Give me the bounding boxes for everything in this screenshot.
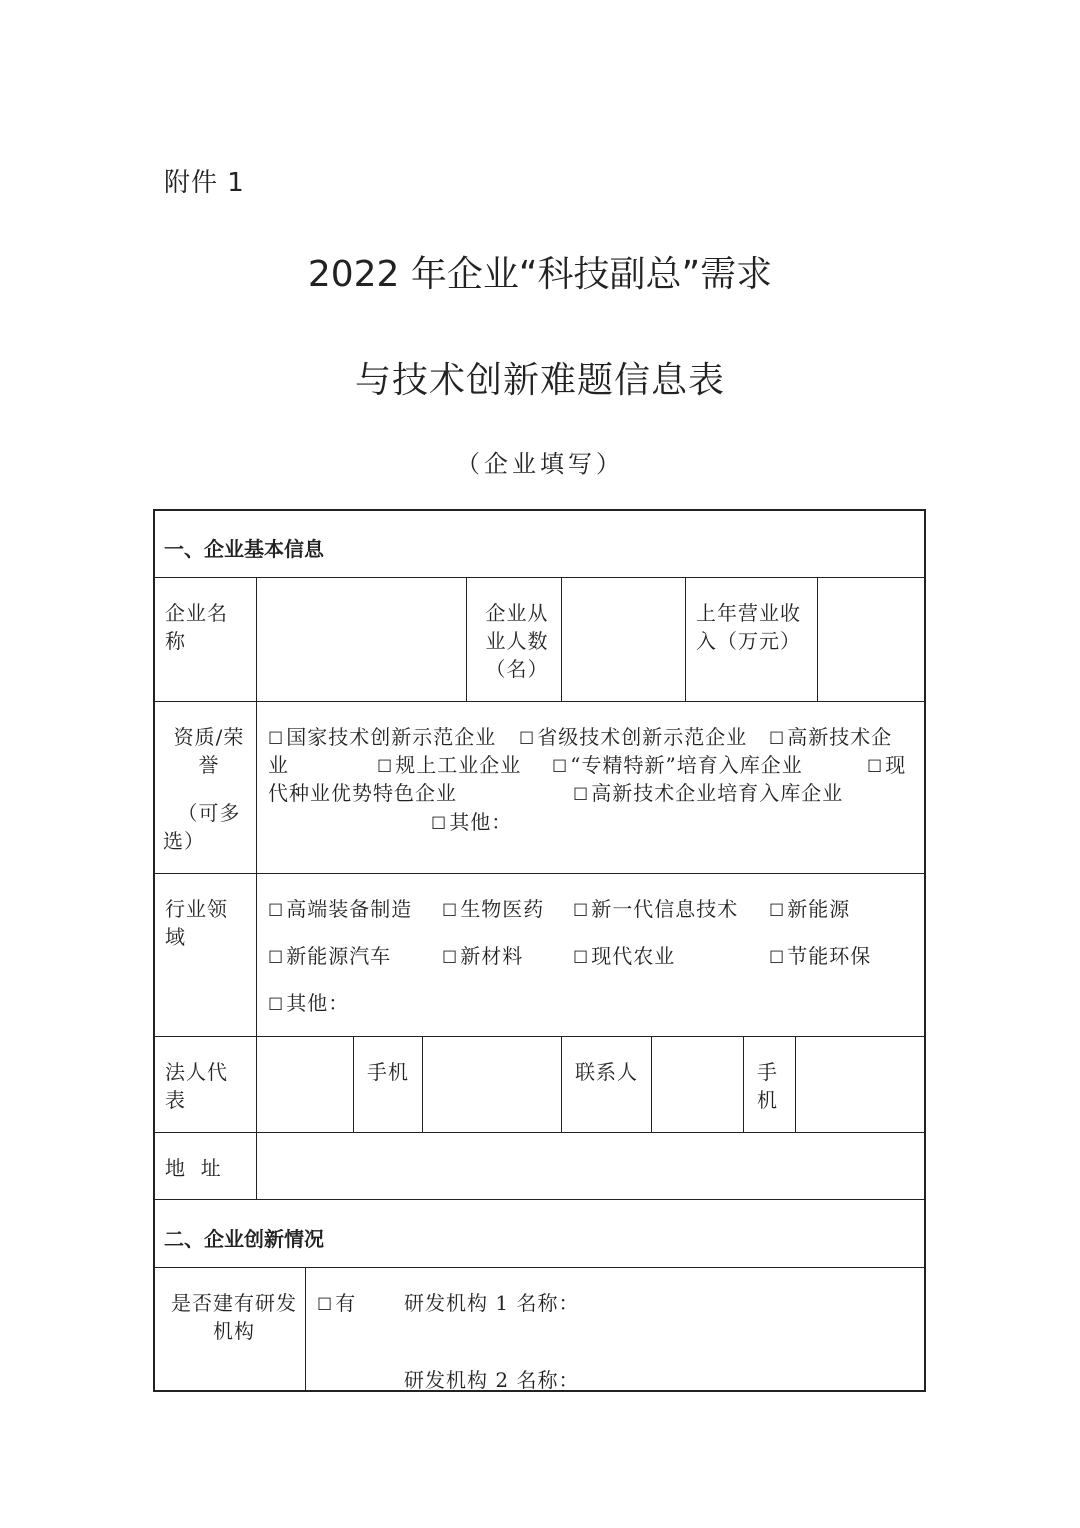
checkbox-icon[interactable]: ☐ <box>573 785 590 805</box>
checkbox-icon[interactable]: ☐ <box>268 995 285 1015</box>
checkbox-icon[interactable]: ☐ <box>317 1295 334 1315</box>
attachment-label: 附件 1 <box>164 168 245 198</box>
option-above-scale[interactable]: ☐ 规上工业企业 <box>377 753 522 777</box>
checkbox-icon[interactable]: ☐ <box>268 729 285 749</box>
section-2-heading: 二、企业创新情况 <box>164 1227 324 1251</box>
industry-it[interactable]: ☐ 新一代信息技术 <box>573 897 739 921</box>
col-divider <box>256 577 257 1199</box>
col-divider <box>651 1036 652 1132</box>
industry-nev[interactable]: ☐ 新能源汽车 <box>268 944 392 968</box>
industry-agriculture[interactable]: ☐ 现代农业 <box>573 944 676 968</box>
contact-label: 联系人 <box>575 1060 638 1084</box>
col-divider <box>305 1267 306 1392</box>
industry-new-energy[interactable]: ☐ 新能源 <box>769 897 851 921</box>
checkbox-icon[interactable]: ☐ <box>573 901 590 921</box>
industry-biomedicine[interactable]: ☐ 生物医药 <box>442 897 545 921</box>
col-divider <box>685 577 686 701</box>
row-divider <box>155 1036 926 1037</box>
checkbox-icon[interactable]: ☐ <box>268 901 285 921</box>
industry-other[interactable]: ☐ 其他： <box>268 991 350 1015</box>
option-qualification-other[interactable]: ☐ 其他： <box>431 810 513 834</box>
mobile-label-2: 手 机 <box>757 1060 778 1112</box>
checkbox-icon[interactable]: ☐ <box>867 757 884 777</box>
revenue-label: 上年营业收 入（万元） <box>696 601 801 653</box>
row-divider <box>155 701 926 702</box>
option-high-tech-incubation[interactable]: ☐ 高新技术企业培育入库企业 <box>573 781 844 805</box>
col-divider <box>743 1036 744 1132</box>
col-divider <box>466 577 467 701</box>
checkbox-icon[interactable]: ☐ <box>268 948 285 968</box>
row-divider <box>155 873 926 874</box>
option-provincial-demo[interactable]: ☐ 省级技术创新示范企业 <box>519 725 748 749</box>
employees-label: 企业从 业人数 （名） <box>485 601 549 681</box>
col-divider <box>561 577 562 701</box>
rd-yes-option[interactable]: ☐ 有 <box>317 1291 357 1315</box>
rd-label: 是否建有研发 机构 <box>171 1291 297 1343</box>
option-modern-seed-cont: 代种业优势特色企业 <box>268 781 457 805</box>
row-divider <box>155 1267 926 1268</box>
qualification-label: 资质/荣 誉 （可多 选） <box>163 725 245 853</box>
col-divider <box>795 1036 796 1132</box>
checkbox-icon[interactable]: ☐ <box>552 757 569 777</box>
company-name-label: 企业名 称 <box>165 601 228 653</box>
col-divider <box>422 1036 423 1132</box>
industry-eco[interactable]: ☐ 节能环保 <box>769 944 872 968</box>
checkbox-icon[interactable]: ☐ <box>573 948 590 968</box>
checkbox-icon[interactable]: ☐ <box>519 729 536 749</box>
checkbox-icon[interactable]: ☐ <box>442 948 459 968</box>
info-form-table <box>153 509 926 1392</box>
row-divider <box>155 577 926 578</box>
row-divider <box>155 1132 926 1133</box>
legal-rep-label: 法人代 表 <box>165 1060 228 1112</box>
col-divider <box>353 1036 354 1132</box>
address-label: 地 址 <box>165 1156 222 1180</box>
option-specialized[interactable]: ☐ “专精特新”培育入库企业 <box>552 753 803 777</box>
section-1-heading: 一、企业基本信息 <box>164 537 324 561</box>
mobile-label: 手机 <box>367 1060 409 1084</box>
rd-institution-1: 研发机构 1 名称： <box>404 1291 580 1315</box>
col-divider <box>561 1036 562 1132</box>
option-national-demo[interactable]: ☐ 国家技术创新示范企业 <box>268 725 497 749</box>
industry-equipment[interactable]: ☐ 高端装备制造 <box>268 897 413 921</box>
checkbox-icon[interactable]: ☐ <box>769 901 786 921</box>
title-line-2: 与技术创新难题信息表 <box>354 360 725 401</box>
checkbox-icon[interactable]: ☐ <box>769 948 786 968</box>
industry-materials[interactable]: ☐ 新材料 <box>442 944 524 968</box>
checkbox-icon[interactable]: ☐ <box>769 729 786 749</box>
checkbox-icon[interactable]: ☐ <box>442 901 459 921</box>
option-high-tech[interactable]: ☐ 高新技术企 <box>769 725 893 749</box>
title-line-1: 2022 年企业“科技副总”需求 <box>307 254 773 295</box>
subtitle: （企业填写） <box>456 450 624 478</box>
option-high-tech-cont: 业 <box>268 753 289 777</box>
option-modern-seed[interactable]: ☐ 现 <box>867 753 907 777</box>
checkbox-icon[interactable]: ☐ <box>431 814 448 834</box>
row-divider <box>155 1199 926 1200</box>
checkbox-icon[interactable]: ☐ <box>377 757 394 777</box>
industry-label: 行业领 域 <box>165 897 228 949</box>
rd-institution-2: 研发机构 2 名称： <box>404 1368 580 1392</box>
